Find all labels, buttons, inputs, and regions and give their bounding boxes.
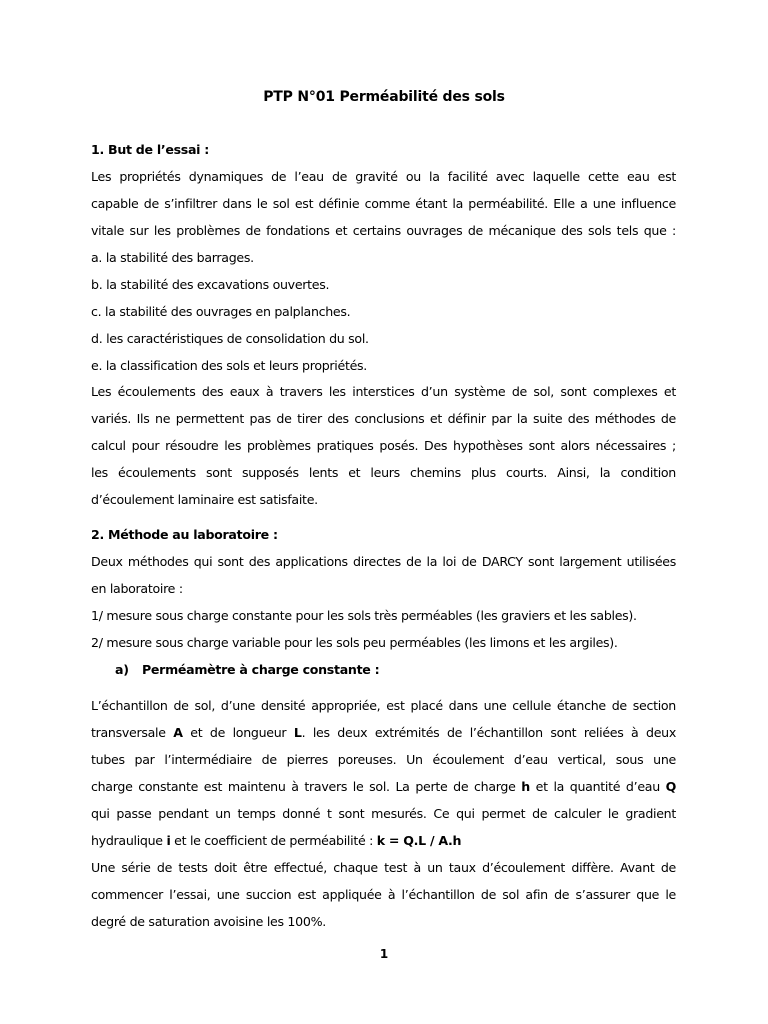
- var-A: A: [173, 725, 183, 740]
- paragraph-line: capable de s’infiltrer dans le sol est définie comme étant la perméabilité. Elle a une influence: [91, 196, 676, 211]
- text-run: charge constante est maintenu à travers le sol. La perte de charge: [91, 779, 522, 794]
- list-item: e. la classification des sols et leurs propriétés.: [91, 358, 368, 373]
- paragraph-line: L’échantillon de sol, d’une densité appropriée, est placé dans une cellule étanche de section: [91, 698, 676, 713]
- document-title: PTP N°01 Perméabilité des sols: [263, 89, 505, 105]
- paragraph-line: [91, 779, 676, 795]
- method-item: 2/ mesure sous charge variable pour les sols peu perméables (les limons et les argiles).: [91, 635, 618, 650]
- paragraph-line: d’écoulement laminaire est satisfaite.: [91, 492, 318, 507]
- section-2-heading: 2. Méthode au laboratoire :: [91, 527, 278, 542]
- subsection-a: [115, 662, 379, 678]
- paragraph-line: les écoulements sont supposés lents et leurs chemins plus courts. Ainsi, la condition: [91, 465, 676, 480]
- page-number: 1: [379, 947, 389, 961]
- permeability-formula: k = Q.L / A.h: [376, 833, 462, 848]
- paragraph-line: tubes par l’intermédiaire de pierres poreuses. Un écoulement d’eau vertical, sous une: [91, 752, 676, 767]
- list-item: d. les caractéristiques de consolidation du sol.: [91, 331, 369, 346]
- paragraph-line: Une série de tests doit être effectué, chaque test à un taux d’écoulement diffère. Avant de: [91, 860, 676, 875]
- paragraph-line: variés. Ils ne permettent pas de tirer des conclusions et définir par la suite des méthodes de: [91, 411, 676, 426]
- paragraph-line: en laboratoire :: [91, 581, 183, 596]
- paragraph-line: [91, 833, 676, 849]
- list-item: b. la stabilité des excavations ouvertes.: [91, 277, 330, 292]
- var-Q: Q: [665, 779, 677, 794]
- list-item: c. la stabilité des ouvrages en palplanches.: [91, 304, 351, 319]
- var-h: h: [521, 779, 530, 794]
- paragraph-line: degré de saturation avoisine les 100%.: [91, 914, 326, 929]
- subsection-a-tag: a): [115, 662, 129, 677]
- paragraph-line: [91, 725, 676, 741]
- text-run: transversale: [91, 725, 174, 740]
- text-run: et la quantité d’eau: [529, 779, 666, 794]
- paragraph-line: Les écoulements des eaux à travers les interstices d’un système de sol, sont complexes et: [91, 384, 676, 399]
- text-run: . les deux extrémités de l’échantillon sont reliées à deux: [301, 725, 676, 740]
- text-run: et de longueur: [182, 725, 294, 740]
- paragraph-line: vitale sur les problèmes de fondations et certains ouvrages de mécanique des sols tels que :: [91, 223, 676, 238]
- text-run: hydraulique: [91, 833, 167, 848]
- var-i: i: [166, 833, 171, 848]
- paragraph-line: Les propriétés dynamiques de l’eau de gravité ou la facilité avec laquelle cette eau est: [91, 169, 676, 184]
- paragraph-line: qui passe pendant un temps donné t sont mesurés. Ce qui permet de calculer le gradient: [91, 806, 676, 821]
- paragraph-line: commencer l’essai, une succion est appliquée à l’échantillon de sol afin de s’assurer que le: [91, 887, 676, 902]
- var-L: L: [293, 725, 302, 740]
- list-item: a. la stabilité des barrages.: [91, 250, 254, 265]
- paragraph-line: Deux méthodes qui sont des applications directes de la loi de DARCY sont largement utilisées: [91, 554, 676, 569]
- paragraph-line: calcul pour résoudre les problèmes pratiques posés. Des hypothèses sont alors nécessaires ;: [91, 438, 676, 453]
- subsection-a-title: Perméamètre à charge constante :: [142, 662, 380, 677]
- text-run: et le coefficient de perméabilité :: [170, 833, 377, 848]
- section-1-heading: 1. But de l’essai :: [91, 142, 210, 157]
- method-item: 1/ mesure sous charge constante pour les sols très perméables (les graviers et les sables).: [91, 608, 637, 623]
